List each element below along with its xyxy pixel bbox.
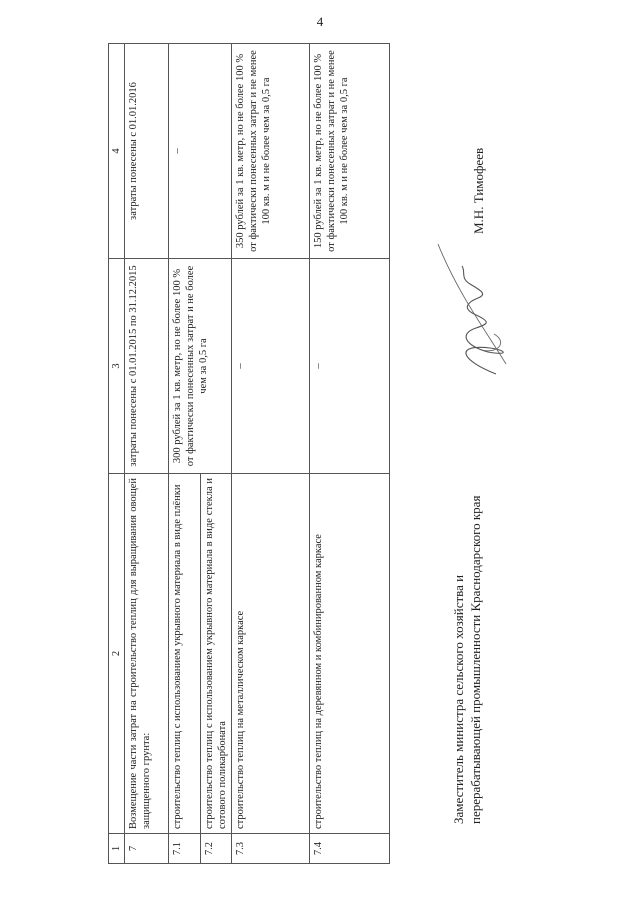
row-rate-2015: –: [232, 259, 310, 474]
row-rate-2016: –: [169, 44, 232, 259]
row-number: 7.4: [310, 834, 390, 864]
row-number: 7.3: [232, 834, 310, 864]
row-description: строительство теплиц на деревянном и комбинированном каркасе: [310, 474, 390, 834]
row-description: строительство теплиц на металлическом каркасе: [232, 474, 310, 834]
table-row: [125, 44, 169, 864]
handwritten-signature: [418, 234, 528, 394]
row-number: 7.1: [169, 834, 201, 864]
header-cell: 3: [109, 259, 125, 474]
signatory-name: М.Н. Тимофеев: [471, 147, 486, 234]
row-description: строительство теплиц с использованием укрывного материала в виде плёнки: [169, 474, 201, 834]
header-cell: 2: [109, 474, 125, 834]
row-rate-2015: –: [310, 259, 390, 474]
row-rate-2016: 150 рублей за 1 кв. метр, но не более 100 % от фактически понесенных затрат и не менее 100 кв. м и не более чем за 0,5 га: [310, 44, 390, 259]
header-cell: 4: [109, 44, 125, 259]
subsidy-rates-table: [108, 43, 390, 864]
row-rate-2016: 350 рублей за 1 кв. метр, но не более 100 % от фактически понесенных затрат и не менее 100 кв. м и не более чем за 0,5 га: [232, 44, 310, 259]
row-description: Возмещение части затрат на строительство теплиц для выращивания овощей защищенного грунта:: [125, 474, 169, 834]
rotated-page-content: [48, 44, 593, 864]
table-row: [232, 44, 310, 864]
table-row: [169, 44, 201, 864]
page-number: 4: [316, 14, 324, 29]
row-rate-2015: 300 рублей за 1 кв. метр, но не более 100 % от фактически понесенных затрат и не более чем за 0,5 га: [169, 259, 232, 474]
row-description: строительство теплиц с использованием укрывного материала в виде стекла и сотового поликарбоната: [201, 474, 232, 834]
table-header-row: [109, 44, 125, 864]
header-cell: 1: [109, 834, 125, 864]
row-number: 7: [125, 834, 169, 864]
signatory-title: Заместитель министра сельского хозяйства и перерабатывающей промышленности Краснодарского края: [451, 495, 483, 824]
table-row: [310, 44, 390, 864]
row-rate-2015: затраты понесены с 01.01.2015 по 31.12.2015: [125, 259, 169, 474]
row-number: 7.2: [201, 834, 232, 864]
row-rate-2016: затраты понесены с 01.01.2016: [125, 44, 169, 259]
